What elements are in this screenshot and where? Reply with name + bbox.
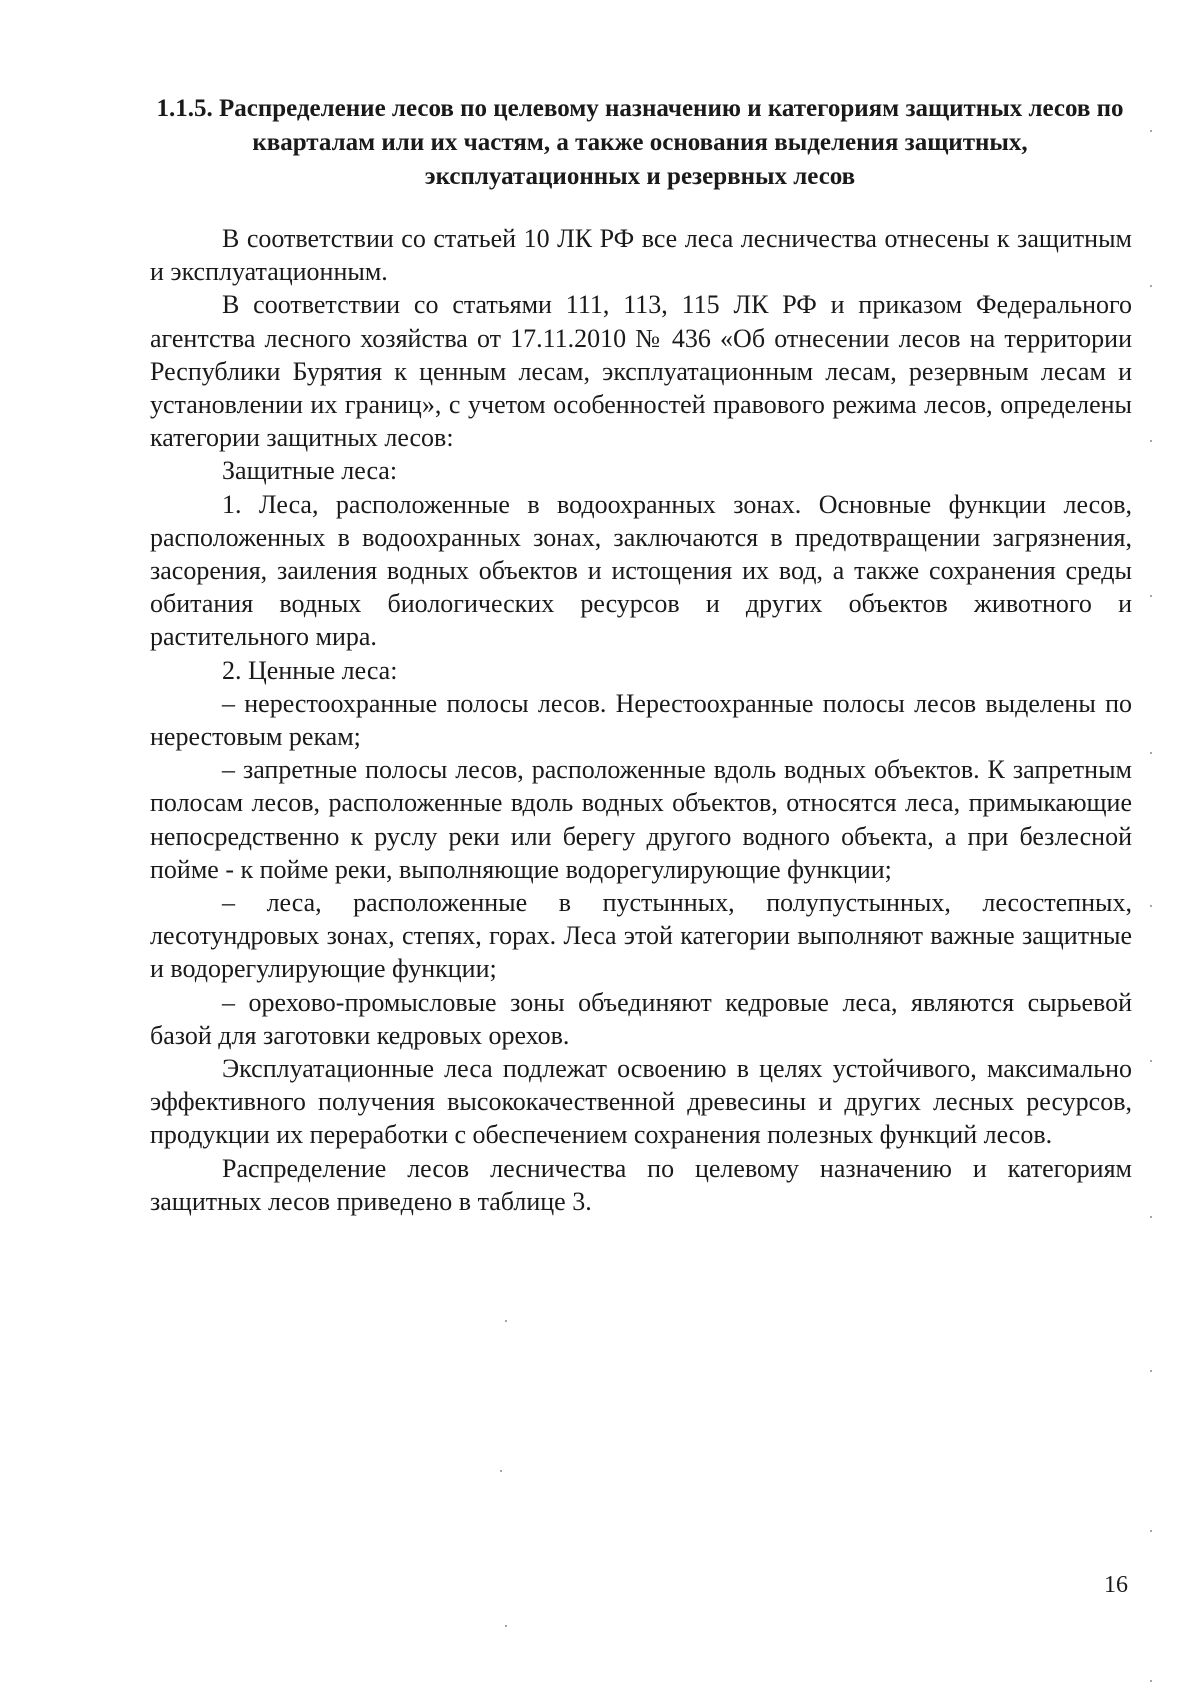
scan-speck xyxy=(1150,130,1152,132)
scan-speck xyxy=(505,1320,507,1322)
scan-speck xyxy=(1150,1370,1152,1372)
paragraph: Эксплуатационные леса подлежат освоению в целях устойчивого, максимально эффективного получения высококачественной древесины и других лесных ресурсов, продукции их переработки с обеспечением сохранения полезных функций лесов. xyxy=(150,1054,1132,1150)
paragraph: В соответствии со статьей 10 ЛК РФ все леса лесничества отнесены к защитным и эксплуатационным. xyxy=(150,224,1132,287)
scan-speck xyxy=(1150,595,1152,597)
scan-speck xyxy=(505,1625,507,1627)
scan-speck xyxy=(1150,1530,1152,1532)
scan-speck xyxy=(1150,1060,1152,1062)
paragraph: – леса, расположенные в пустынных, полупустынных, лесостепных, лесотундровых зонах, степях, горах. Леса этой категории выполняют важные защитные и водорегулирующие функции; xyxy=(150,888,1132,984)
section-heading: 1.1.5. Распределение лесов по целевому назначению и категориям защитных лесов по кварталам или их частям, а также основания выделения защитных, эксплуатационных и резервных лесов xyxy=(156,95,1124,190)
scan-speck xyxy=(1150,752,1152,754)
paragraph: Распределение лесов лесничества по целевому назначению и категориям защитных лесов приведено в таблице 3. xyxy=(150,1153,1132,1216)
paragraph: В соответствии со статьями 111, 113, 115 ЛК РФ и приказом Федерального агентства лесного хозяйства от 17.11.2010 № 436 «Об отнесении лесов на территории Республики Бурятия к ценным лесам, эксплуатационным лесам, резервным лесам и установлении их границ», с учетом особенностей правового режима лесов, определены категории защитных лесов: xyxy=(150,290,1132,453)
paragraph: Защитные леса: xyxy=(222,456,398,486)
paragraph: 2. Ценные леса: xyxy=(222,655,398,685)
scan-speck xyxy=(1150,285,1152,287)
paragraph: – орехово-промысловые зоны объединяют кедровые леса, являются сырьевой базой для заготовки кедровых орехов. xyxy=(150,987,1132,1050)
paragraph: 1. Леса, расположенные в водоохранных зонах. Основные функции лесов, расположенных в водоохранных зонах, заключаются в предотвращении загрязнения, засорения, заиления водных объектов и истощения их вод, а также сохранения среды обитания водных биологических ресурсов и других объектов животного и растительного мира. xyxy=(150,489,1132,652)
body-text xyxy=(150,222,1132,1218)
paragraph: – запретные полосы лесов, расположенные вдоль водных объектов. К запретным полосам лесов, расположенные вдоль водных объектов, относятся леса, примыкающие непосредственно к руслу реки или берегу другого водного объекта, а при безлесной пойме - к пойме реки, выполняющие водорегулирующие функции; xyxy=(150,755,1132,884)
scan-speck xyxy=(1150,905,1152,907)
scan-speck xyxy=(1150,1216,1152,1218)
scan-speck xyxy=(1150,440,1152,442)
scan-speck xyxy=(1150,1680,1152,1682)
page-number: 16 xyxy=(1104,1572,1128,1598)
paragraph: – нерестоохранные полосы лесов. Нерестоохранные полосы лесов выделены по нерестовым рекам; xyxy=(150,688,1132,752)
scan-speck xyxy=(500,1470,502,1472)
